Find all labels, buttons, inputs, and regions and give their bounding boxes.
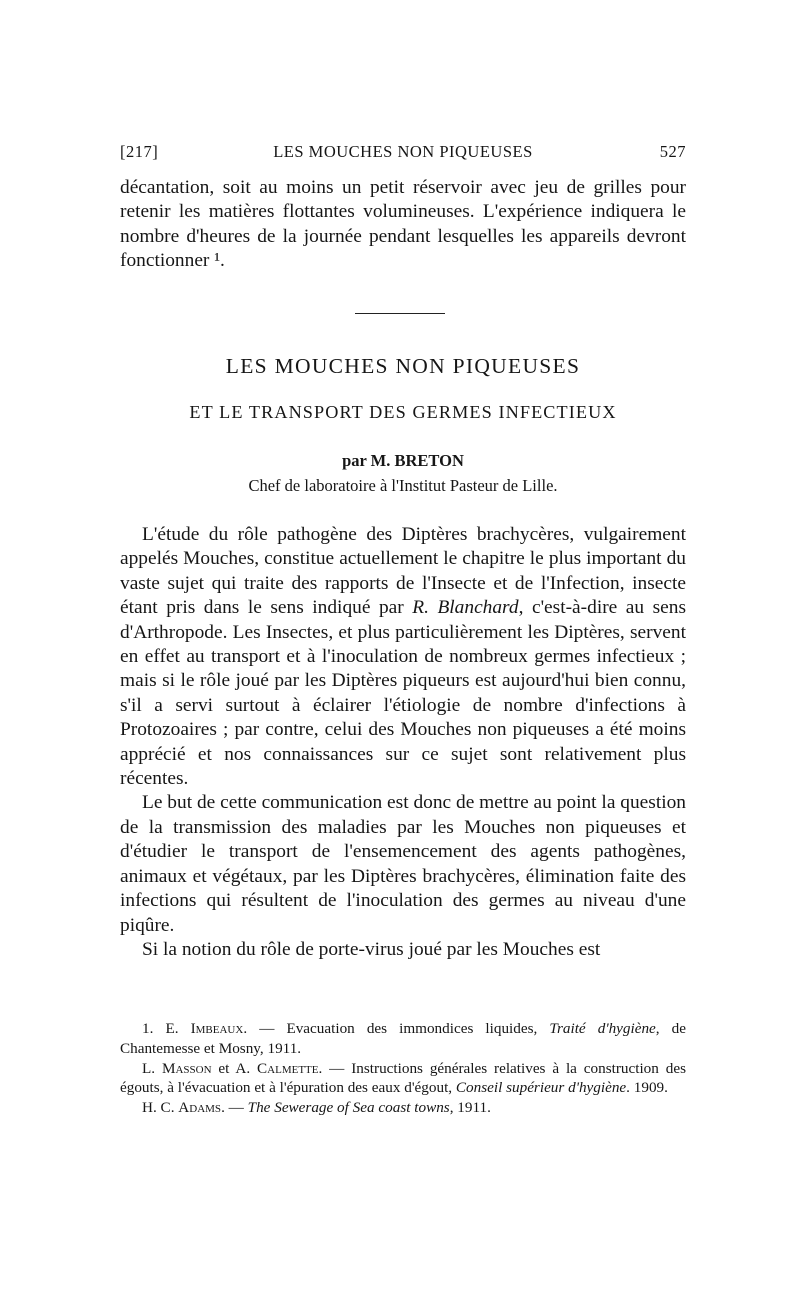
footnote-3-initials: H. C. xyxy=(142,1099,179,1117)
author-affiliation: Chef de laboratoire à l'Institut Pasteur de Lille. xyxy=(248,476,558,495)
section-divider xyxy=(355,313,445,314)
footnote-3-text: . — xyxy=(221,1099,248,1117)
footnote-1 xyxy=(120,1019,686,1059)
footnote-2-end: . 1909. xyxy=(626,1079,668,1097)
footnote-2-and: et A. xyxy=(211,1059,258,1077)
page-number: 527 xyxy=(659,142,686,161)
paragraph-1-italic: R. Blanchard xyxy=(412,597,519,619)
paragraph-1-text-b: , c'est-à-dire au sens d'Arthropode. Les Insectes, et plus particulièrement les Diptères, servent en effet au transport et à l'inoculation de nombreux germes infectieux ; mais si le rôle joué par les Diptères piqueurs est aujourd'hui bien connu, s'il a servi surtout à éclairer l'étiologie de nombre d'infections à Protozoaires ; par contre, celui des Mouches non piqueuses a été moins apprécié et nos connaissances sur ce sujet sont relativement plus récentes. xyxy=(120,597,686,790)
running-head xyxy=(120,142,686,166)
footnote-1-text: . — Evacuation des immondices liquides, xyxy=(243,1020,550,1037)
section-number: [217] xyxy=(120,142,159,161)
footnote-2-author-b: Calmette xyxy=(257,1059,319,1077)
paragraph-3: Si la notion du rôle de porte-virus joué par les Mouches est xyxy=(142,938,601,960)
footnote-2-author-a: L. Masson xyxy=(142,1059,212,1077)
top-paragraph: décantation, soit au moins un petit réservoir avec jeu de grilles pour retenir les matières flottantes volumineuses. L'expérience indiquera le nombre d'heures de la journée pendant lesquelles les appareils devront fonctionner ¹. xyxy=(120,177,686,272)
footnote-1-italic: Traité d'hygiène xyxy=(549,1020,656,1037)
article-subtitle: ET LE TRANSPORT DES GERMES INFECTIEUX xyxy=(189,402,617,422)
footnote-3-italic: The Sewerage of Sea coast towns xyxy=(247,1099,450,1117)
paragraph-2: Le but de cette communication est donc de mettre au point la question de la transmission des maladies par les Mouches non piqueuses et d'étudier le transport de l'ensemencement des agents pathogènes, animaux et végétaux, par les Diptères brachycères, élimination faite des infections qui résultent de l'inoculation des germes au niveau d'une piqûre. xyxy=(120,792,686,936)
footnotes xyxy=(120,1019,686,1118)
footnote-1-marker: 1. E. xyxy=(142,1020,191,1037)
footnote-3-end: , 1911. xyxy=(449,1099,491,1117)
article-title: LES MOUCHES NON PIQUEUSES xyxy=(225,354,581,378)
article-byline: par M. BRETON xyxy=(342,451,464,470)
paragraph-1-text-a: L'étude du rôle pathogène des Diptères brachycères, vulgairement appelés Mouches, constitue actuellement le chapitre le plus important du vaste sujet qui traite des rapports de l'Insecte et de l'Infection, insecte étant pris dans le sens indiqué par xyxy=(120,524,686,619)
paragraph-1 xyxy=(120,523,686,791)
footnote-2 xyxy=(120,1059,686,1099)
footnote-1-end: , de Chantemesse et Mosny, 1911. xyxy=(120,1020,686,1057)
footnote-2-italic: Conseil supérieur d'hygiène xyxy=(455,1079,627,1097)
footnote-3-author: Adams xyxy=(178,1099,222,1117)
footnote-2-text: . — Instructions générales relatives à la construction des égouts, à l'évacuation et à l'épuration des eaux d'égout, xyxy=(120,1059,686,1097)
footnote-1-author: Imbeaux xyxy=(190,1020,244,1037)
running-title: LES MOUCHES NON PIQUEUSES xyxy=(273,142,533,161)
previous-article-ending xyxy=(120,176,686,274)
footnote-3 xyxy=(120,1098,686,1118)
article-body xyxy=(120,523,686,962)
